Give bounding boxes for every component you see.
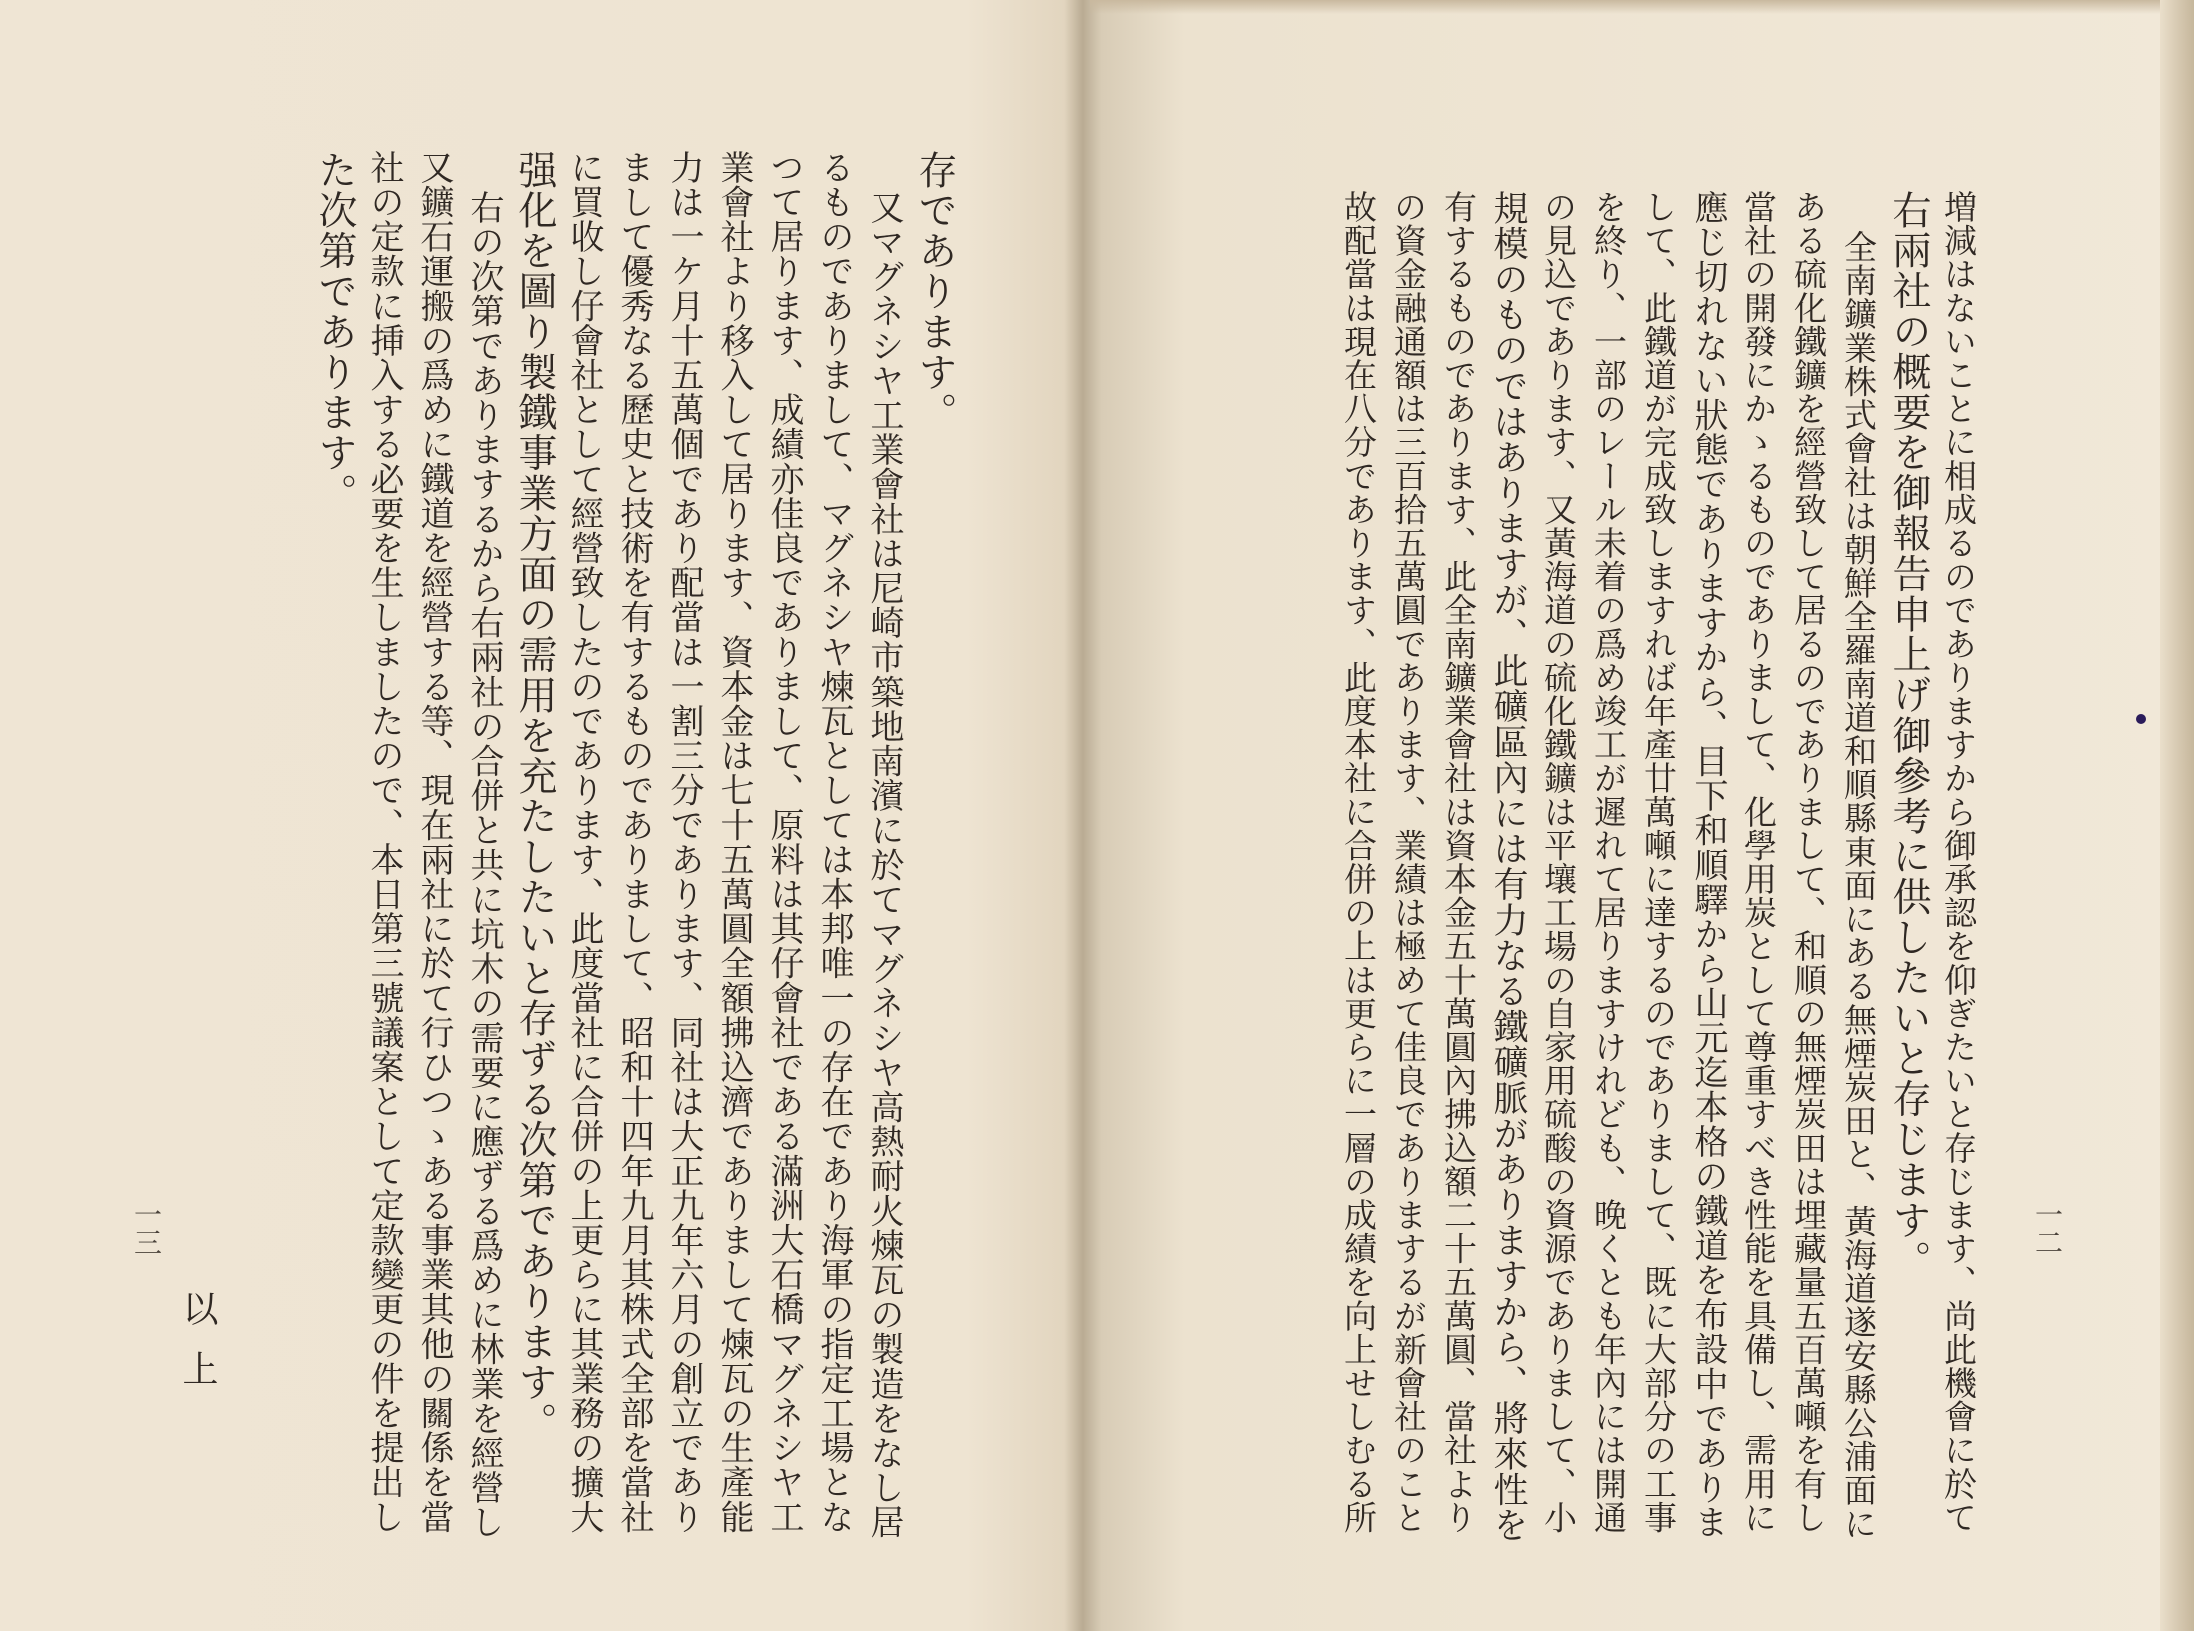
text-line: 强化を圖り製鐵事業方面の需用を充たしたいと存ずる次第であります。: [512, 150, 557, 1443]
text-line: の見込であります、又黃海道の硫化鐵鑛は平壤工場の自家用硫酸の資源でありまして、小: [1539, 190, 1578, 1534]
text-line: つて居ります、成績亦佳良でありまして、原料は其仔會社である滿洲大石橋マグネシヤ工: [764, 150, 804, 1534]
page-number: 一三: [130, 1200, 163, 1256]
text-line: るものでありまして、マグネシヤ煉瓦としては本邦唯一の存在であり海軍の指定工場とな: [814, 150, 854, 1534]
text-line: 應じ切れない狀態でありますから、目下和順驛から山元迄本格の鐵道を布設中でありま: [1688, 190, 1728, 1540]
text-line: まして優秀なる歷史と技術を有するものでありまして、昭和十四年九月其株式全部を當社: [614, 150, 654, 1534]
text-line: 有するものであります、此全南鑛業會社は資本金五十萬圓內拂込額二十五萬圓、當社より: [1439, 190, 1478, 1534]
text-line: 又マグネシヤ工業會社は尼崎市築地南濱に於てマグネシヤ高熱耐火煉瓦の製造をなし居: [864, 190, 904, 1540]
text-line: た次第であります。: [312, 150, 357, 514]
page-number: 一二: [2031, 1200, 2064, 1256]
text-line: 社の定款に挿入する必要を生しましたので、本日第三號議案として定款變更の件を提出し: [364, 150, 404, 1534]
text-line: 力は一ケ月十五萬個であり配當は一割三分であります、同社は大正九年六月の創立であり: [664, 150, 704, 1534]
right-page: [1092, 0, 2194, 1631]
text-line: 増減はないことに相成るのでありますから御承認を仰ぎたいと存じます、尚此機會に於て: [1939, 190, 1978, 1534]
ink-speck: [2136, 714, 2146, 724]
left-page: [0, 0, 1080, 1631]
text-line: 故配當は現在八分であります、此度本社に合併の上は更らに一層の成績を向上せしむる所: [1339, 190, 1378, 1534]
text-line: 當社の開發にかゝるものでありまして、化學用炭として尊重すべき性能を具備し、需用に: [1739, 190, 1778, 1534]
text-line: 右の次第でありまするから右兩社の合併と共に坑木の需要に應ずる爲めに林業を經營し: [464, 190, 504, 1540]
text-line: 又鑛石運搬の爲めに鐵道を經營する等、現在兩社に於て行ひつゝある事業其他の關係を當: [414, 150, 454, 1534]
text-line: して、此鐵道が完成致しますれば年產廿萬噸に達するのでありまして、既に大部分の工事: [1639, 190, 1678, 1534]
closing-remark: 以上: [177, 1290, 218, 1410]
text-line: に買收し仔會社として經營致したのであります、此度當社に合併の上更らに其業務の擴大: [564, 150, 604, 1534]
text-line: 右兩社の概要を御報告申上げ御參考に供したいと存じます。: [1886, 190, 1931, 1281]
text-line: ある硫化鐵鑛を經營致して居るのでありまして、和順の無煙炭田は埋藏量五百萬噸を有し: [1789, 190, 1828, 1534]
text-line: の資金融通額は三百拾五萬圓であります、業績は極めて佳良でありまするが新會社のこと: [1389, 190, 1428, 1534]
text-line: 存であります。: [912, 150, 957, 433]
text-line: 規模のものではありますが、此礦區內には有力なる鐵礦脈がありますから、將來性を: [1488, 190, 1528, 1543]
text-line: 全南鑛業株式會社は朝鮮全羅南道和順縣東面にある無煙炭田と、黃海道遂安縣公浦面に: [1839, 230, 1878, 1541]
text-line: 業會社より移入して居ります、資本金は七十五萬圓全額拂込濟でありまして煉瓦の生產能: [714, 150, 754, 1534]
text-line: を終り、一部のレール未着の爲め竣工が遲れて居りますけれども、晚くとも年內には開通: [1589, 190, 1628, 1534]
